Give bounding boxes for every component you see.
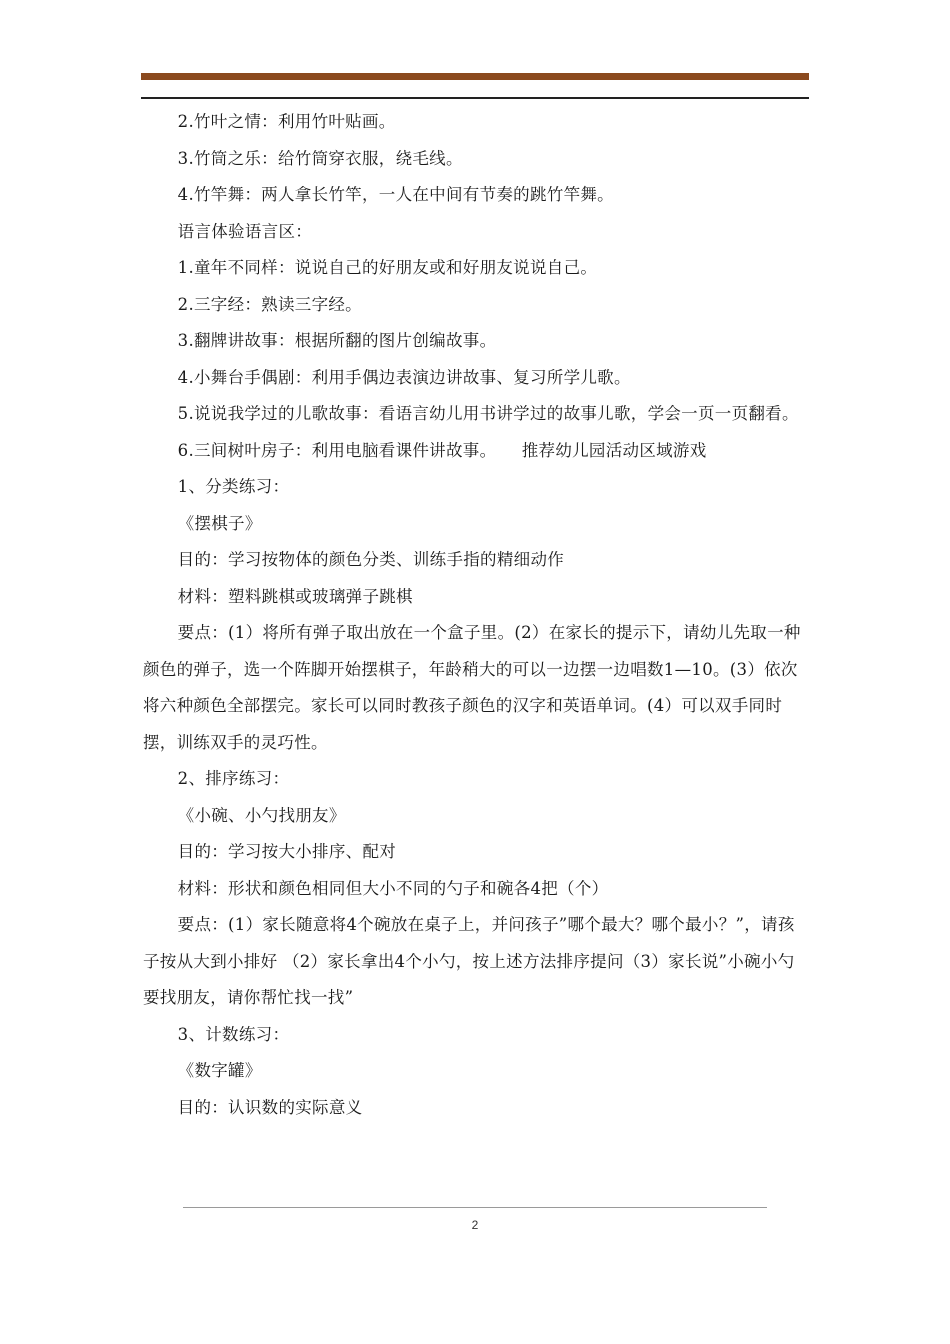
paragraph: 目的：学习按物体的颜色分类、训练手指的精细动作 [177, 550, 565, 569]
game-title: 《小碗、小勺找朋友》 [177, 805, 346, 825]
paragraph: 1.童年不同样：说说自己的好朋友或和好朋友说说自己。 [177, 258, 598, 277]
paragraph: 5.说说我学过的儿歌故事：看语言幼儿用书讲学过的故事儿歌，学会一页一页翻看。 [177, 404, 799, 423]
page-number: 2 [471, 1218, 479, 1232]
paragraph: 2.竹叶之情：利用竹叶贴画。 [177, 112, 396, 131]
game-title: 《摆棋子》 [177, 513, 262, 533]
paragraph: 6.三间树叶房子：利用电脑看课件讲故事。 推荐幼儿园活动区域游戏 [177, 440, 707, 460]
paragraph: 材料：塑料跳棋或玻璃弹子跳棋 [177, 586, 413, 606]
document-body [143, 104, 809, 1126]
footer-rule [183, 1207, 767, 1208]
paragraph: 要点：(1）家长随意将4个碗放在桌子上，并问孩子”哪个最大？哪个最小？”，请孩子按从大到小排好 （2）家长拿出4个小勺，按上述方法排序提问（3）家长说”小碗小勺要找朋友，请你帮忙找一找” [143, 915, 795, 1007]
paragraph: 2.三字经：熟读三字经。 [177, 294, 362, 314]
section-heading: 2、排序练习： [177, 769, 290, 788]
paragraph: 材料：形状和颜色相同但大小不同的勺子和碗各4把（个） [177, 878, 609, 898]
section-heading: 1、分类练习： [177, 477, 290, 496]
paragraph: 要点：(1）将所有弹子取出放在一个盒子里。(2）在家长的提示下，请幼儿先取一种颜色的弹子，选一个阵脚开始摆棋子，年龄稍大的可以一边摆一边唱数1—10。(3）依次将六种颜色全部摆完。家长可以同时教孩子颜色的汉字和英语单词。(4）可以双手同时摆，训练双手的灵巧性。 [143, 623, 801, 752]
paragraph: 4.小舞台手偶剧：利用手偶边表演边讲故事、复习所学儿歌。 [177, 367, 631, 387]
paragraph: 3.翻牌讲故事：根据所翻的图片创编故事。 [177, 331, 497, 350]
header-rule-thin [141, 97, 809, 99]
section-heading: 语言体验语言区： [177, 221, 313, 241]
paragraph: 目的：认识数的实际意义 [177, 1097, 363, 1117]
section-heading: 3、计数练习： [177, 1024, 290, 1044]
paragraph: 目的：学习按大小排序、配对 [177, 842, 397, 861]
header-rule-thick [141, 73, 809, 80]
paragraph: 3.竹筒之乐：给竹筒穿衣服，绕毛线。 [177, 148, 463, 168]
game-title: 《数字罐》 [177, 1061, 262, 1080]
paragraph: 4.竹竿舞：两人拿长竹竿，一人在中间有节奏的跳竹竿舞。 [177, 185, 614, 204]
